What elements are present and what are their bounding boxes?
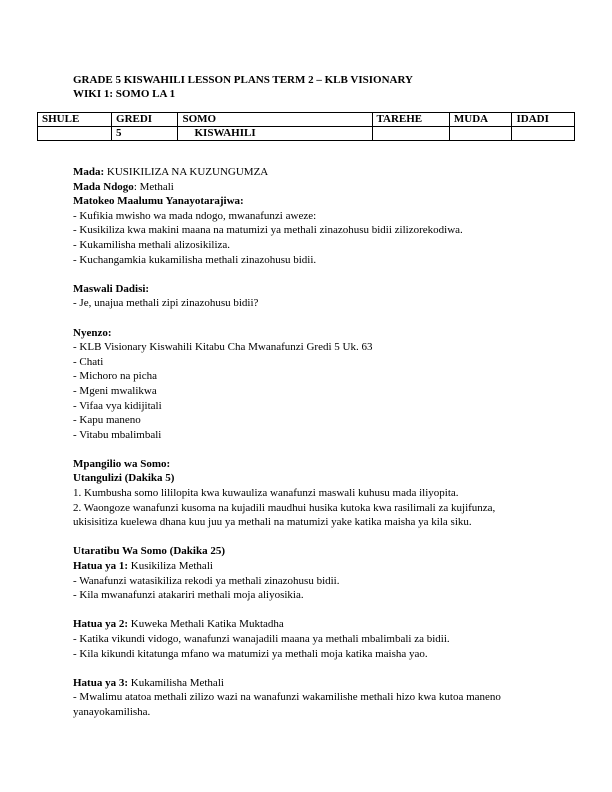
list-item: - Chati	[73, 355, 104, 368]
list-item: - Kukamilisha methali alizosikiliza.	[73, 238, 231, 251]
list-item: - Mgeni mwalikwa	[73, 384, 157, 397]
header-shule: SHULE	[38, 113, 112, 127]
maswali-heading	[73, 282, 553, 297]
maswali-heading-text: Maswali Dadisi:	[73, 282, 150, 295]
utangulizi-heading-text: Utangulizi (Dakika 5)	[73, 472, 175, 485]
hatua2-label: Hatua ya 2:	[73, 618, 128, 631]
hatua2-title: Kuweka Methali Katika Muktadha	[128, 618, 284, 631]
list-item: yanayokamilisha.	[73, 705, 151, 718]
header-tarehe: TAREHE	[372, 113, 449, 127]
mada-line	[73, 165, 553, 180]
mada-value: KUSIKILIZA NA KUZUNGUMZA	[104, 166, 269, 178]
header-somo: SOMO	[178, 113, 372, 127]
list-item: ukisisitiza kuelewa dhana kuu juu ya methali na matumizi yake katika maisha ya kila siku.	[73, 516, 472, 529]
list-item: - Vitabu mbalimbali	[73, 428, 162, 441]
list-item: - Kusikiliza kwa makini maana na matumizi ya methali zinazohusu bidii zilizorekodiwa.	[73, 224, 463, 237]
spacer	[73, 311, 553, 326]
cell-somo: KISWAHILI	[178, 127, 372, 141]
lesson-content	[73, 165, 553, 720]
spacer	[73, 530, 553, 545]
table-row	[38, 127, 575, 141]
mada-ndogo-label: Mada Ndogo	[73, 180, 134, 193]
cell-tarehe	[372, 127, 449, 141]
utaratibu-heading	[73, 544, 553, 559]
list-item: - KLB Visionary Kiswahili Kitabu Cha Mwanafunzi Gredi 5 Uk. 63	[73, 341, 373, 354]
list-item: - Vifaa vya kidijitali	[73, 399, 162, 412]
cell-idadi	[512, 127, 575, 141]
cell-gredi: 5	[112, 127, 178, 141]
mada-label: Mada:	[73, 166, 105, 178]
list-item: - Je, unajua methali zipi zinazohusu bidii?	[73, 297, 259, 310]
hatua1-line	[73, 559, 553, 574]
mada-ndogo-line	[73, 180, 553, 195]
cell-shule	[38, 127, 112, 141]
spacer	[73, 603, 553, 618]
hatua3-line	[73, 676, 553, 691]
matokeo-heading-text: Matokeo Maalumu Yanayotarajiwa:	[73, 195, 244, 208]
list-item: 1. Kumbusha somo lililopita kwa kuwauliza wanafunzi maswali kuhusu mada iliyopita.	[73, 487, 459, 500]
hatua3-label: Hatua ya 3:	[73, 676, 128, 689]
utaratibu-heading-text: Utaratibu Wa Somo (Dakika 25)	[73, 545, 225, 558]
mpangilio-heading-text: Mpangilio wa Somo:	[73, 457, 171, 470]
document-subtitle: WIKI 1: SOMO LA 1	[73, 88, 176, 100]
list-item: - Kufikia mwisho wa mada ndogo, mwanafunzi aweze:	[73, 209, 317, 222]
header-gredi: GREDI	[112, 113, 178, 127]
list-item: - Katika vikundi vidogo, wanafunzi wanajadili maana ya methali mbalimbali za bidii.	[73, 633, 450, 645]
table-header-row	[38, 113, 575, 127]
lesson-info-table	[37, 112, 575, 141]
header-muda: MUDA	[449, 113, 512, 127]
utangulizi-heading	[73, 471, 553, 486]
document-title: GRADE 5 KISWAHILI LESSON PLANS TERM 2 – KLB VISIONARY	[73, 74, 413, 86]
header-idadi: IDADI	[512, 113, 575, 127]
hatua3-title: Kukamilisha Methali	[128, 676, 224, 689]
mada-ndogo-value: : Methali	[133, 180, 174, 193]
list-item: - Kila kikundi kitatunga mfano wa matumizi ya methali moja katika maisha yao.	[73, 647, 428, 660]
nyenzo-heading-text: Nyenzo:	[73, 326, 112, 339]
spacer	[73, 267, 553, 282]
hatua2-line	[73, 617, 553, 632]
list-item: - Wanafunzi watasikiliza rekodi ya methali zinazohusu bidii.	[73, 574, 340, 587]
spacer	[73, 661, 553, 676]
hatua1-title: Kusikiliza Methali	[128, 560, 213, 573]
list-item: - Kuchangamkia kukamilisha methali zinazohusu bidii.	[73, 253, 317, 266]
list-item: - Kila mwanafunzi atakariri methali moja aliyosikia.	[73, 589, 304, 602]
matokeo-heading	[73, 194, 553, 209]
nyenzo-heading	[73, 326, 553, 341]
mpangilio-heading	[73, 457, 553, 472]
hatua1-label: Hatua ya 1:	[73, 560, 128, 573]
list-item: - Kapu maneno	[73, 414, 141, 427]
list-item: - Mwalimu atatoa methali zilizo wazi na wanafunzi wakamilishe methali hizo kwa kutoa maneno	[73, 691, 501, 704]
spacer	[73, 442, 553, 457]
list-item: - Michoro na picha	[73, 370, 157, 383]
list-item: 2. Waongoze wanafunzi kusoma na kujadili maudhui husika kutoka kwa rasilimali za kujifunza,	[73, 501, 496, 514]
cell-muda	[449, 127, 512, 141]
